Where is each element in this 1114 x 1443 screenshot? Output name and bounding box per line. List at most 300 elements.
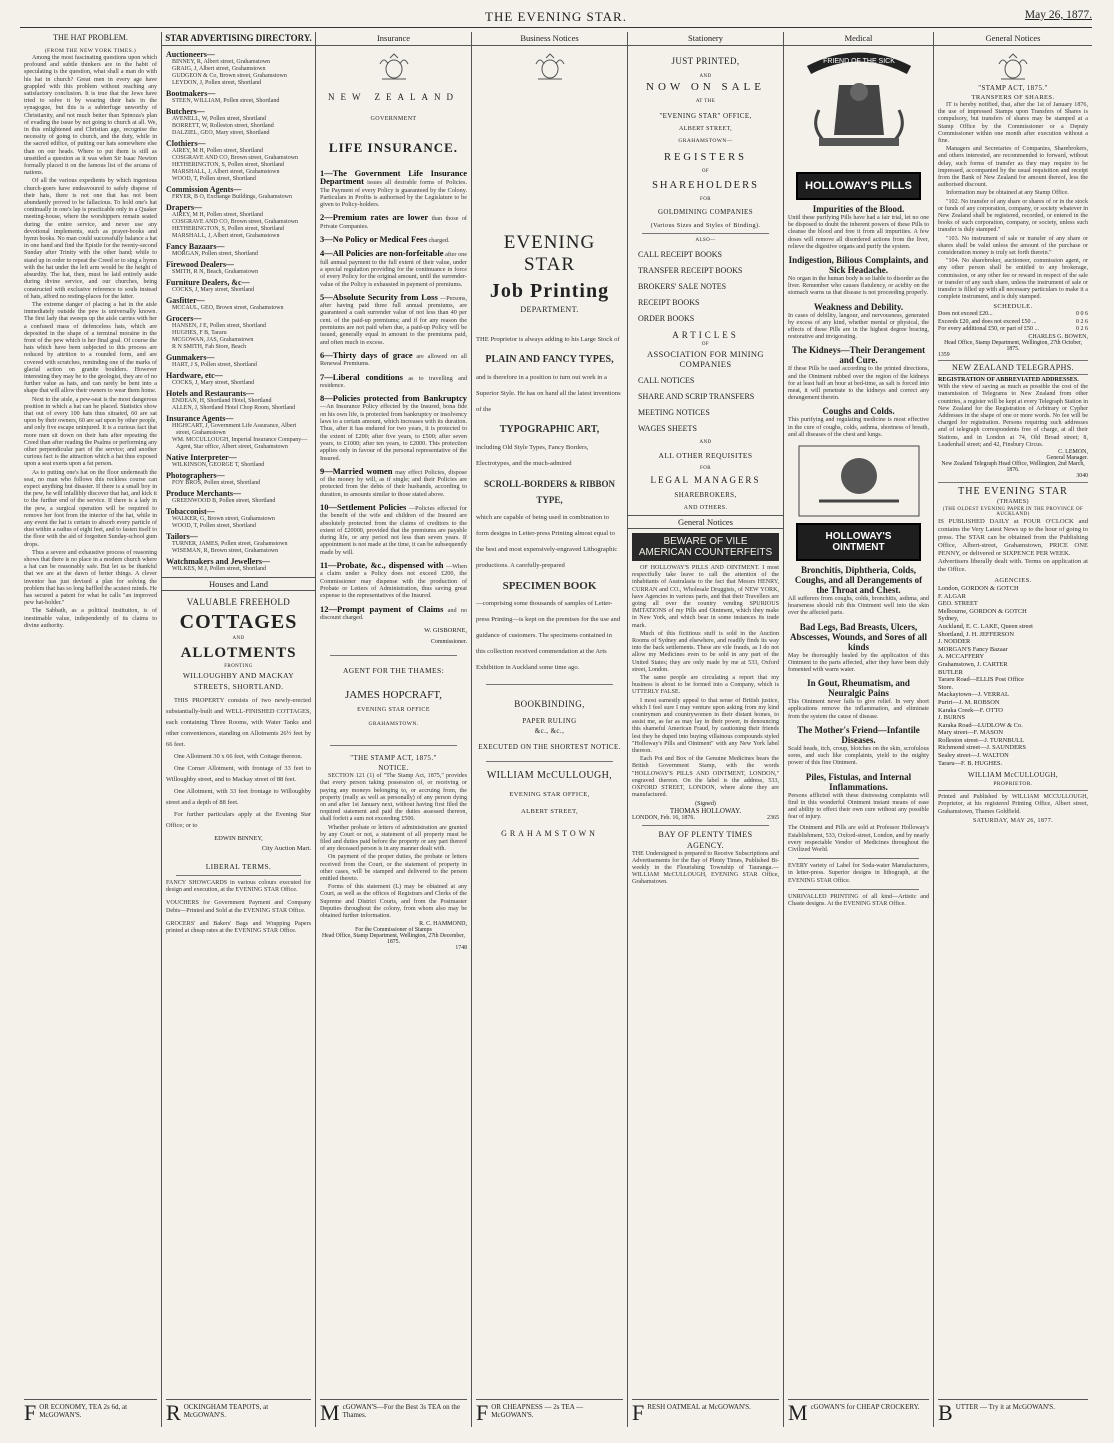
agency-entry: London, GORDON & GOTCH xyxy=(938,585,1019,593)
divider xyxy=(642,233,769,234)
page-columns xyxy=(20,32,1092,1427)
insurance-item xyxy=(320,170,467,208)
stat-line: SHAREHOLDERS xyxy=(652,180,759,191)
insurance-item-title: 11—Probate, &c., dispensed with xyxy=(320,560,444,571)
schedule-value: 0 0 6 xyxy=(1076,311,1088,318)
article-paragraph: The extreme danger of placing a hat in the aisle immediately outside the pew is universally known. The first lady that sweeps up the aisle carries with her a confused mass of defenceless hats, which are deposited in the shape of a terminal moraine in the front of the pew which is her final goal. Of course the hats which have been subjected to this process are reduced by attrition to a rounded form, and are covered with scratches, reminding one of the marks of glacial action on granite boulders. However interesting they may be to the geologist, they are of no further value as hats, and can rarely be bent into a shape that will allow their owners to wear them home. xyxy=(24,301,157,395)
house-ad-paragraph: For further particulars apply at the Evening Star Office; or to xyxy=(166,811,311,829)
directory-category: Grocers— xyxy=(166,314,202,323)
insurance-item-body: issues all desirable forms of Policies. The Payment of every Policy is guaranteed by the Colony. Particulars in Profits is authorised by the Legislature to be given to Policy-holders. xyxy=(320,179,468,209)
house-ad-paragraph: THIS PROPERTY consists of two newly-erected substantially-built and WELL-FINISHED COTTAGES, each containing Three Rooms, with Water Tanks and other conveniences, standing on Allotments 26½ feet by 66 feet. xyxy=(166,697,311,748)
insurance-item xyxy=(320,465,467,498)
beware-paragraph: The same people are circulating a report that my business is about to be formed into a Company, which is UTTERLY FALSE. xyxy=(632,675,779,696)
directory-entry: HUGHES, F B, Tararu xyxy=(172,330,227,336)
agency-entry: Mary street—F. MASON xyxy=(938,729,1003,737)
agent-line: AGENT FOR THE THAMES: xyxy=(342,666,445,676)
medical-section-body: Until these purifying Pills have had a fair trial, let no one be disposed to doubt the inherent powers of these Pills to cleanse the blood and free it from all impurities. A few doses will remove all disordered actions from the liver, relieve the digestive organs and purify the system. xyxy=(788,215,929,250)
directory-category: Hardware, etc— xyxy=(166,371,223,380)
directory-entry: WILKES, M J, Pollen street, Shortland xyxy=(172,566,266,572)
stamp-number: 1748 xyxy=(455,945,467,952)
house-ad-line: AND xyxy=(232,636,245,641)
insurance-item xyxy=(320,250,467,287)
stat-line: JUST PRINTED, xyxy=(671,56,740,66)
schedule-value: 0 2 6 xyxy=(1076,318,1088,325)
medical-section-title: Bad Legs, Bad Breasts, Ulcers, Abscesses, Wounds, and Sores of all kinds xyxy=(790,621,927,652)
beware-paragraph: I most earnestly appeal to that sense of British justice, which I feel sure I may venture upon asking from my kind countrymen and countrywomen in their distant homes, to assist me, as far as may lay in their power, in denouncing this shameful American Fraud, by cautioning their friends lest they be duped into buying villainous compounds styled "Holloway's Pills and Ointment" with any New York label thereon. xyxy=(632,697,779,755)
insurance-item-body: than those of Private Companies. xyxy=(320,215,467,230)
directory-entry: DALZIEL, GEO, Mary street, Shortland xyxy=(172,130,270,136)
bay-head: BAY OF PLENTY TIMES xyxy=(658,829,753,839)
stat-for: FOR xyxy=(700,466,711,471)
section-head: Medical xyxy=(784,32,933,46)
telegraph-number: 3040 xyxy=(1076,473,1088,480)
medical-section-body: In cases of debility, langour, and nervousness, generated by excess of any kind, whether mental or physical, the effects of these Pills are in the highest degree bracing, restorative and invigorating. xyxy=(788,312,929,341)
commissioner-role: Commissioner. xyxy=(430,639,467,646)
proprietor-name: WILLIAM McCULLOUGH, xyxy=(967,771,1059,780)
agency-entry: A. MCCAFFERY xyxy=(938,653,985,661)
divider xyxy=(798,858,919,859)
book-item: BROKERS' SALE NOTES xyxy=(638,282,727,291)
schedule-row xyxy=(938,311,1088,319)
directory-category: Firewood Dealers— xyxy=(166,260,235,269)
beware-line: AMERICAN COUNTERFEITS xyxy=(638,547,773,558)
job-p4: which are capable of being used in combination to form designs in Letter-press Printing almost equal to the best and most expensively-engraved Lithographic productions. A carefully-prepared xyxy=(476,514,618,569)
agency-entry: Puriri—J. M. ROBSON xyxy=(938,698,1000,706)
stat-line: "EVENING STAR" OFFICE, xyxy=(659,112,752,120)
beware-footer xyxy=(632,815,779,821)
job-p5: —comprising some thousands of samples of Letter-press Printing—is kept on the premises for the use and guidance of customers. The specimens contained in this collection received commendation at the Arts Exhibition in Auckland some time ago. xyxy=(476,600,621,671)
stamp-paragraph: On payment of the proper duties, the probate or letters received from the Court, or the statement of property in other cases, will be stamped and delivered to the person entitled thereto. xyxy=(320,854,467,882)
divider xyxy=(486,761,613,762)
stat-line: AT THE xyxy=(695,99,716,104)
house-ad-paragraph: One Allotment 30 x 66 feet, with Cottage thereon. xyxy=(174,753,303,760)
house-ad-allotments: ALLOTMENTS xyxy=(180,645,297,661)
royal-crest-icon xyxy=(530,52,570,82)
agency-entry: Mackaytown—J. VERRAL xyxy=(938,691,1009,699)
article-title: THE HAT PROBLEM. xyxy=(53,33,128,42)
stamp-office: Head Office, Stamp Department, Wellington, 27th December, 1875. xyxy=(322,933,465,946)
ad-text: cGOWAN'S—For the Best 3s TEA on the Thames. xyxy=(342,1403,460,1419)
proprietor-town: GRAHAMSTOWN xyxy=(501,829,598,838)
ad-text: OCKINGHAM TEAPOTS, at McGOWAN'S. xyxy=(183,1403,269,1419)
schedule-number: 1359 xyxy=(938,351,950,358)
book-item: RECEIPT BOOKS xyxy=(638,298,700,307)
directory-category: Insurance Agents— xyxy=(166,414,234,423)
agency-entry: Karaka Creek—F. OTTO xyxy=(938,706,1003,714)
house-ad-body xyxy=(166,695,311,831)
stamp-act-body xyxy=(938,102,1088,301)
directory-entry: ENDEAN, H, Shortland Hotel, Shortland xyxy=(172,398,272,404)
insurance-item-body: —Persons, after having paid three full annual premiums, are guaranteed a cash surrender value of not less than 40 per cent. of the paid-up premiums; and if for any reason the premiums are not paid when due, a paid-up Policy will be issued, generally equal in amount to the premiums paid, and often much in excess. xyxy=(320,294,467,346)
directory-category: Gasfitter— xyxy=(166,296,205,305)
notice-item: SHARE AND SCRIP TRANSFERS xyxy=(638,392,755,401)
insurance-item-title: 8—Policies protected from Bankruptcy xyxy=(320,393,467,404)
directory-entry: FRYER, B O, Exchange Buildings, Grahamstown xyxy=(172,194,292,200)
directory-entry: COSGRAVE AND CO, Brown street, Grahamstown xyxy=(172,155,299,161)
agent-town: GRAHAMSTOWN. xyxy=(368,721,419,728)
banner-text: FRIEND OF THE SICK xyxy=(822,58,895,65)
executed-notice: EXECUTED ON THE SHORTEST NOTICE. xyxy=(478,743,621,751)
directory-title: STAR ADVERTISING DIRECTORY. xyxy=(162,32,315,46)
article-paragraph: As to putting one's hat on the floor underneath the seat, no man who follows this reckless course can expect anything but disaster. If there is a small boy in the pew, he will infallibly discover that hat, and kick it to the further end of the service. If there is a lady in the pew, a surgical operation will be required to remove her foot from the interior of the hat, while in any event the hat is certain to absorb every particle of dust within a radius of eight feet, and to fasten itself to the floor with the aid of forgotten Sunday-school gum drops. xyxy=(24,469,158,548)
stamp-act-heading: "THE STAMP ACT, 1875." xyxy=(350,754,437,763)
schedule-label: Exceeds £20, and does not exceed £50 ... xyxy=(938,318,1037,325)
insurance-item-body: charged. xyxy=(428,237,450,245)
beware-number: 2365 xyxy=(767,814,779,821)
drop-cap: M xyxy=(320,1400,340,1425)
bottom-ad xyxy=(320,1399,467,1427)
medical-section-body: This purifying and regulating medicine is most effective in the cure of coughs, colds, asthma, shortness of breath, and all diseases of the chest and lungs. xyxy=(788,417,929,438)
insurance-item xyxy=(320,603,468,622)
schedule-label: For every additional £50, or part of £50 ... xyxy=(938,326,1039,333)
article-paragraph: Next to the aisle, a pew-seat is the most dangerous position in which a hat can be placed. Statistics show that out of every 100 hats thus situated, 60 are sat upon by their owners, 60 are sat upon by other people, and only five escape uninjured. It is a curious fact that more men sit down on their hats after repeating the Creed than after reading the Psalms or performing any other perpendicular part of the service; and another curious fact is the attraction which a hat thus exposed upon a seat exerts upon a fat person. xyxy=(24,396,157,468)
house-agent-role: City Auction Mart. xyxy=(261,845,311,852)
directory-entry: HART, J S, Pollen street, Shortland xyxy=(172,362,257,368)
medical-section-body: No organ in the human body is so liable to disorder as the liver. Remember who causes flatulency, or acidity on the stomach warns us that disease is not proceeding properly. xyxy=(788,276,929,297)
book-list xyxy=(632,250,779,323)
ad-text: RESH OATMEAL at McGOWAN'S. xyxy=(647,1403,751,1411)
drop-cap: M xyxy=(788,1400,808,1425)
divider xyxy=(330,655,457,656)
medical-section-title: Impurities of the Blood. xyxy=(812,204,905,214)
proprietor-name: WILLIAM McCULLOUGH, xyxy=(486,770,613,781)
agency-entry: Karaka Road—LUDLOW & Co. xyxy=(938,721,1023,729)
insurance-item-body: after one full annual payment to the full extent of their value, under a special regulation providing for the continuance in force of every Policy for the original amount, until the surrender-value of the Policy is exhausted in payment of premiums. xyxy=(320,251,467,288)
article-paragraph: Among the most fascinating questions upon which profound and subtle thinkers are in the habit of speculating is the question, what shall a man do with his hat in church? Great men in every age have grappled with this problem without reaching any satisfactory conclusion. It is true that the Jews have tried to solve it by wearing their hats in the synagogue, but this is a subterfuge unworthy of Christianity, and not much better than Spinoza's plan of evading the issue by not going to church at all. We, in this enlightened and Christian age, recognise the necessity of going to church, and the duty, while in the sacred edifice, of putting our hats somewhere else than on our heads. Where to put them is still as unsettled a question as it was when Sir Isaac Newton formally placed it on the famous list of the arcana of nations. xyxy=(24,55,157,177)
insurance-item-title: 7—Liberal conditions xyxy=(320,371,403,382)
medical-footer: The Ointment and Pills are sold at Professor Holloway's Establishment, 533, Oxford-street, London, and by nearly every respectable Vendor of Medicines throughout the Civilized World. xyxy=(788,825,929,853)
drop-cap: F xyxy=(632,1400,645,1425)
stat-also: ALSO— xyxy=(695,238,716,243)
agency-entry: Rolleston street—J. TURNBULL xyxy=(938,736,1024,744)
evening-star-body-2: Advertisers liberally dealt with. Terms on application at the Office. xyxy=(938,558,1088,574)
directory-category: Tailors— xyxy=(166,532,198,541)
directory-category: Furniture Dealers, &c— xyxy=(166,278,250,287)
directory-entry: HANSEN, J E, Pollen street, Shortland xyxy=(172,323,266,329)
insurance-item-body: —An Insurance Policy effected by the Insured, bona fide on his own life, is protected from bankruptcy or insolvency laws to a certain amount, which increases with its duration. Thus, after it has endured for two years, it is protected to the extent of £200; after five years, to £500; after seven years, to £1000; after ten years, to £2000. This protection applies only in favour of the personal representative of the Insured. xyxy=(320,403,467,462)
bottom-ad xyxy=(24,1399,157,1427)
bottom-ad xyxy=(166,1399,311,1427)
proprietor-street: ALBERT STREET, xyxy=(521,808,578,815)
medical-section-title: Piles, Fistulas, and Internal Inflammations. xyxy=(805,771,912,792)
beware-body xyxy=(632,565,779,800)
stat-of: OF xyxy=(701,342,710,347)
stamp-notice: NOTICE. xyxy=(378,764,409,773)
agency-entry: Shortland, J. H. JEFFERSON xyxy=(938,630,1014,638)
directory-entry: WOOD, T, Pollen street, Shortland xyxy=(172,176,256,182)
job-subtitle: Job Printing xyxy=(489,280,610,302)
column-directory xyxy=(162,32,316,1427)
soda-label-ad: EVERY variety of Label for Soda-water Manufacturers, in letter-press. Superior designs in lithograph, at the EVENING STAR Office. xyxy=(788,863,929,884)
ins-title: LIFE INSURANCE. xyxy=(328,140,459,155)
beware-paragraph: Much of this fictitious stuff is sold in the Auction Rooms of Sydney and elsewhere, and readily finds its way into the back settlements. These are vile frauds, as I do not allow my Medicines even to be sold in any part of the United States; they are only made by me at 533, Oxford street, London. xyxy=(632,630,779,673)
bookbinding: BOOKBINDING, xyxy=(514,699,585,709)
job-intro: THE Proprietor is always adding to his Large Stock of xyxy=(476,336,620,343)
directory-entry: MCCAUL, GEO, Brown street, Grahamstown xyxy=(172,305,284,311)
directory-category: Produce Merchants— xyxy=(166,489,242,498)
beware-date: LONDON, Feb. 16, 1876. xyxy=(632,814,695,821)
divider xyxy=(938,360,1088,361)
stamp-act-body xyxy=(320,773,467,920)
job-scroll: SCROLL-BORDERS & RIBBON TYPE, xyxy=(483,479,616,505)
insurance-item-title: 4—All Policies are non-forfeitable xyxy=(320,248,444,259)
medical-section-title: Indigestion, Bilious Complaints, and Sick Headache. xyxy=(788,255,929,276)
stamp-paragraph: Forms of this statement (L) may be obtained at any Court, as well as the offices of Registrars and Clerks of the Supreme and District Courts, and from the Postmaster Deputies throughout the colony, from whom also may be obtained further information. xyxy=(320,884,467,919)
insurance-item-body: are allowed on all Renewal Premiums. xyxy=(320,352,468,368)
directory-entry: WM. MCCULLOUGH, Imperial Insurance Company—Agent, Star office, Albert street, Grahamstown xyxy=(172,437,308,450)
column-medical xyxy=(784,32,934,1427)
stat-line: (Various Sizes and Styles of Binding). xyxy=(650,222,761,229)
article-source: (FROM THE NEW YORK TIMES.) xyxy=(44,48,137,54)
bottom-ad xyxy=(938,1399,1088,1427)
directory-entry: GRAIG, J, Albert street, Grahamstown xyxy=(172,66,266,72)
beware-paragraph: Each Pot and Box of the Genuine Medicines bears the British Government Stamp, with the words "HOLLOWAY'S PILLS AND OINTMENT, LONDON," engraved thereon. On the label is the address, 533, OXFORD STREET, LONDON, where alone they are manufactured. xyxy=(632,756,779,799)
telegraph-office: New Zealand Telegraph Head Office, Wellington, 2nd March, 1876. xyxy=(941,461,1085,474)
medical-section-body: This Ointment never fails to give relief. In very short applications remove the inflammation, and eliminate from the system the cause of disease. xyxy=(788,699,929,720)
etc: &c., &c., xyxy=(534,727,565,735)
ad-text: OR ECONOMY, TEA 2s 6d, at McGOWAN'S. xyxy=(39,1403,128,1419)
article-body xyxy=(24,55,157,630)
article-paragraph: The Sabbath, as a political institution, is of inestimable value, independently of its claims to divine authority. xyxy=(24,608,157,629)
bottom-ad xyxy=(476,1399,623,1427)
schedule-row xyxy=(938,326,1088,334)
schedule-value: 0 2 6 xyxy=(1076,326,1088,333)
medical-section-body: Scald heads, itch, croup, blotches on the skin, scrofulous sores, and such like complaints, yield to the mighty power of this fine Ointment. xyxy=(788,745,929,767)
stat-assoc: ASSOCIATION FOR MINING COMPANIES xyxy=(647,349,764,369)
section-head: Business Notices xyxy=(472,32,627,46)
stat-line: NOW ON SALE xyxy=(646,81,765,93)
directory-category: Butchers— xyxy=(166,107,205,116)
job-typo: TYPOGRAPHIC ART, xyxy=(499,424,600,435)
agent-name: JAMES HOPCRAFT, xyxy=(345,689,442,702)
stat-brokers: SHAREBROKERS, xyxy=(674,491,737,499)
directory-entry: R N SMITH, Fah Store, Beach xyxy=(172,344,247,350)
ins-line: NEW ZEALAND xyxy=(327,92,460,102)
directory-entry: FOY BROS, Pollen street, Shortland xyxy=(172,480,261,486)
directory-entry: BORRETT, W, Rolleston street, Shortland xyxy=(172,123,274,129)
divider xyxy=(938,482,1088,483)
proprietor-office: EVENING STAR OFFICE, xyxy=(509,791,590,798)
beware-line: BEWARE OF VILE xyxy=(663,536,748,547)
directory-entry: COCKS, J, Mary street, Shortland xyxy=(172,380,255,386)
directory-category: Photographers— xyxy=(166,471,225,480)
directory-entry: GUDGEON & Co, Brown street, Grahamstown xyxy=(172,73,287,79)
insurance-item-title: 5—Absolute Security from Loss xyxy=(320,291,438,302)
insurance-items xyxy=(320,170,467,621)
imprint: Printed and Published by WILLIAM MCCULLOUGH, Proprietor, at his registered Printing Office, Albert street, Grahamstown, Thames Goldfield. xyxy=(938,794,1088,815)
insurance-item-body: as to travelling and residence. xyxy=(320,374,468,389)
stat-line: GOLDMINING COMPANIES xyxy=(657,208,754,216)
telegraph-role: General Manager. xyxy=(1046,455,1088,462)
directory-entry: MCGOWAN, JAS, Grahamstown xyxy=(172,337,254,343)
agent-office: EVENING STAR OFFICE xyxy=(357,707,430,714)
beware-signed: (Signed) xyxy=(695,800,716,807)
agency-entry: Tararu—F. B. HUGHES. xyxy=(938,759,1003,767)
holloway-emblem-icon xyxy=(789,50,929,170)
insurance-item xyxy=(320,501,467,556)
newspaper-title: THE EVENING STAR. xyxy=(485,9,627,24)
small-ad: VOUCHERS for Government Payment and Company Debts—Printed and Sold at the EVENING STAR Office. xyxy=(166,900,311,914)
stamp-paragraph: Whether probate or letters of administration are granted by any Court or not, a statement of all property must be filed and duties paid before the property or any part thereof of any deceased person is in any manner dealt with. xyxy=(320,824,467,853)
medical-section-body: May be thoroughly healed by the application of this Ointment to the parts affected, after they have been duly fomented with warm water. xyxy=(788,652,929,674)
stamp-paragraph: "104. No sharebroker, auctioneer, commission agent, or any other person shall be entitled to any brokerage, commission, or any other fee or reward in respect of the sale or transfer of any such share, unless the instrument of sale or transfer is filled up with all necessary particulars to make it a complete instrument, and is duly stamped. xyxy=(938,258,1088,301)
schedule-signer: CHARLES G. BOWEN, xyxy=(1028,333,1088,340)
agency-entry: Richmond street—J. SAUNDERS xyxy=(938,744,1026,752)
insurance-item-title: 6—Thirty days of grace xyxy=(320,349,413,360)
ins-line: GOVERNMENT xyxy=(370,116,417,122)
insurance-item xyxy=(320,214,467,230)
agency-entry: Grahamstown, J. CARTER xyxy=(938,660,1008,668)
directory-entry: HIGHCART, J, Government Life Assurance, Albert street, Grahamstown xyxy=(172,423,297,436)
ointment-sections xyxy=(788,565,929,821)
notice-item: MEETING NOTICES xyxy=(638,408,710,417)
ad-text: cGOWAN'S for CHEAP CROCKERY. xyxy=(810,1403,920,1411)
directory-category: Watchmakers and Jewellers— xyxy=(166,557,270,566)
stamp-paragraph: IT is hereby notified, that, after the 1st of January 1876, the use of impressed Stamps upon Transfers of Shares is compulsory, but transfers of shares may be stamped at a Stamp Office by the Commissioner or a Deputy Commissioner within one month after execution without a fine. xyxy=(938,102,1088,145)
section-head: Stationery xyxy=(628,32,783,46)
evening-star-sub: (THAMES) xyxy=(997,499,1029,506)
divider xyxy=(938,374,1088,375)
agency-entry: J. BURNS xyxy=(938,714,965,722)
stamp-paragraph: "103. No instrument of sale or transfer of any share or shares shall be valid unless the amount of the purchase or consideration money is truly set forth therein." xyxy=(938,235,1088,257)
telegraph-heading: NEW ZEALAND TELEGRAPHS. xyxy=(951,362,1074,372)
stamp-paragraph: SECTION 121 (1) of "The Stamp Act, 1875," provides that every person taking possession of, or receiving or paying any moneys belonging to, or accruing from, the property (really as well as personally) of any person dying on and after 1st January next, without having first filed the required statement and paid the duties assessed thereon, shall forfeit a sum not exceeding £500. xyxy=(320,773,467,823)
pills-banner: HOLLOWAY'S PILLS xyxy=(796,172,921,200)
directory-category: Fancy Bazaars— xyxy=(166,242,225,251)
bay-head-2: AGENCY. xyxy=(686,840,725,850)
royal-crest-icon xyxy=(374,52,414,82)
house-ad xyxy=(166,597,311,691)
insurance-item xyxy=(320,562,467,599)
schedule-office: Head Office, Stamp Department, Wellington, 27th October, 1875. xyxy=(944,339,1082,352)
evening-star-heading: THE EVENING STAR xyxy=(958,486,1068,498)
insurance-item xyxy=(320,371,468,390)
directory-category: Gunmakers— xyxy=(166,353,215,362)
telegraph-signer: C. LEMON, xyxy=(1058,449,1088,456)
directory-entry: COCKS, J, Mary street, Shortland xyxy=(172,287,255,293)
article-paragraph: Thus a severe and exhaustive process of reasoning shows that there is no place in a modern church where a hat can be reasonably safe. But let us be thankful that we are at the dawn of better things. A clever inventor has just devised a plan for solving the problem that has so long baffled the acutest minds. He has secured a patent for what he calls "an improved pew hat-holder." xyxy=(24,549,157,607)
insurance-item-body: —Policies effected for the benefit of the wife and children of the Insured are absolutely protected from the claims of creditors to the extent of £20000, provided that the premiums are payable during life, or any period not less than seven years. If appointment is not made at the time, it can be subsequently made by will. xyxy=(320,504,467,556)
stat-line: ALBERT STREET, xyxy=(678,126,733,132)
drop-cap: B xyxy=(938,1400,953,1425)
unrivalled-ad: UNRIVALLED PRINTING of all kind—Artistic and Chaste designs. At the EVENING STAR Office. xyxy=(788,893,929,907)
agency-entry: Sydney, xyxy=(938,615,959,623)
schedule-label: Does not exceed £20... xyxy=(938,311,993,318)
column-general xyxy=(934,32,1092,1427)
directory-entry: AVENELL, W, Pollen street, Shortland xyxy=(172,116,267,122)
insurance-item xyxy=(320,349,468,368)
medical-sections xyxy=(788,204,929,439)
agency-entry: GEO. STREET xyxy=(938,600,978,608)
house-ad-paragraph: One Allotment, with 33 feet frontage to Willoughby street and a depth of 88 feet. xyxy=(166,788,311,806)
stat-line: GRAHAMSTOWN— xyxy=(678,138,733,144)
small-ad: FANCY SHOWCARDS in various colours executed for design and execution, at the EVENING STAR Office. xyxy=(166,880,311,894)
bay-body: THE Undersigned is prepared to Receive Subscriptions and Advertisements for the Bay of Plenty Times, Published Bi-weekly in the Flourishing Township of Tauranga.—WILLIAM McCULLOUGH, EVENING STAR Office, Grahamstown. xyxy=(632,850,779,886)
stamp-paragraph: "102. No transfer of any share or shares of or in the stock or funds of any corporation, company, or society whatever in New Zealand shall be registered, recorded, or entered in the books of such corporation, company, or society, unless such transfer is duly stamped." xyxy=(938,198,1088,234)
commissioner-name: W. GISBORNE, xyxy=(424,627,467,635)
directory-category: Commission Agents— xyxy=(166,185,242,194)
stat-others: AND OTHERS. xyxy=(683,505,728,511)
stamp-paragraph: Information may be obtained at any Stamp Office. xyxy=(946,190,1069,197)
section-head: Insurance xyxy=(316,32,471,46)
schedule-table xyxy=(938,311,1088,334)
house-ad-line: STREETS, SHORTLAND. xyxy=(193,682,284,691)
insurance-item-title: 2—Premium rates are lower xyxy=(320,212,429,223)
directory-entry: SMITH, R N, Beach, Grahamstown xyxy=(172,269,259,275)
insurance-item xyxy=(320,395,467,462)
insurance-item-body: and no discount charged. xyxy=(320,606,468,621)
directory-category: Clothiers— xyxy=(166,139,206,148)
bottom-ad xyxy=(788,1399,929,1427)
medical-section-title: Coughs and Colds. xyxy=(822,406,895,417)
column-business xyxy=(472,32,628,1427)
agency-entry: Store. xyxy=(938,683,954,691)
directory-entry: WOOD, T, Pollen street, Shortland xyxy=(172,523,256,529)
insurance-item-title: 3—No Policy or Medical Fees xyxy=(320,234,428,245)
stat-articles: ARTICLES xyxy=(672,330,739,340)
beware-signer: THOMAS HOLLOWAY. xyxy=(669,806,742,815)
medical-section-title: In Gout, Rheumatism, and Neuralgic Pains xyxy=(807,678,910,699)
job-department: DEPARTMENT. xyxy=(520,305,579,314)
column-stationery xyxy=(628,32,784,1427)
agency-entry: F. ALGAR xyxy=(938,592,966,600)
divider xyxy=(798,889,919,890)
job-types: PLAIN AND FANCY TYPES, xyxy=(485,354,614,365)
bottom-ad xyxy=(632,1399,779,1427)
general-notices-heading: General Notices xyxy=(628,515,783,529)
book-item: CALL RECEIPT BOOKS xyxy=(638,250,723,259)
masthead xyxy=(20,6,1092,28)
stat-legal: LEGAL MANAGERS xyxy=(650,475,761,485)
insurance-item-title: 9—Married women xyxy=(320,465,393,476)
medical-section-title: Weakness and Debility. xyxy=(813,301,904,312)
stat-line: AND xyxy=(699,74,712,79)
house-ad-line: WILLOUGHBY AND MACKAY xyxy=(182,671,295,680)
directory-entry: STEEN, WILLIAM, Pollen street, Shortland xyxy=(172,98,280,104)
stat-all: ALL OTHER REQUISITES xyxy=(658,451,753,460)
stamp-signer-role: For the Commissioner of Stamps xyxy=(355,927,432,934)
job-title: EVENING STAR xyxy=(503,232,596,275)
directory-entry: AIREY, M H, Pollen street, Shortland xyxy=(172,148,263,154)
agency-entry: J. NODDER xyxy=(938,638,971,646)
insurance-item xyxy=(320,236,467,244)
medical-section-title: Bronchitis, Diphtheria, Colds, Coughs, and all Derangements of the Throat and Chest. xyxy=(794,565,923,596)
directory-entry: MARSHALL, J, Albert street, Grahamstown xyxy=(172,169,280,175)
section-head: General Notices xyxy=(934,32,1092,46)
drop-cap: R xyxy=(166,1400,181,1425)
ointment-banner: HOLLOWAY'S OINTMENT xyxy=(796,523,921,561)
stamp-act-sub: TRANSFERS OF SHARES. xyxy=(971,94,1055,101)
job-p3: including Old Style Types, Fancy Borders, Electrotypes, and the much-admired xyxy=(476,444,589,467)
house-ad-cottages: COTTAGES xyxy=(179,611,298,633)
medical-section-title: The Mother's Friend—Infantile Diseases. xyxy=(797,724,920,745)
agency-entry: Sealey street—J. WALTON xyxy=(938,752,1009,760)
agencies-list xyxy=(938,585,1088,767)
directory-entry: ALLEN, J, Shortland Hotel Chop Room, Shortland xyxy=(172,405,296,411)
directory-entry: WALKER, G, Brown street, Grahamstown xyxy=(172,516,275,522)
ad-text: UTTER — Try it at McGOWAN'S. xyxy=(955,1403,1055,1411)
divider xyxy=(938,790,1088,791)
directory-entry: MORGAN, Pollen street, Shortland xyxy=(172,251,258,257)
ointment-emblem-icon xyxy=(789,441,929,521)
ad-text: OR CHEAPNESS — 2s TEA — McGOWAN'S. xyxy=(491,1403,584,1419)
directory-entry: GREENWOOD B, Pollen street, Shortland xyxy=(172,498,276,504)
beware-paragraph: OF HOLLOWAY'S PILLS AND OINTMENT. I most respectfully take leave to call the attention of the inhabitants of Australasia to the fact that Messrs HENRY, CURRAN and CO., Wholesale Druggists, of NEW YORK, have Agencies in various parts, and that their Travellers are going all over the country vending SPURIOUS IMITATIONS of my Pills and Ointment, which they make in New York, and which bear in some instances its trade mark. xyxy=(632,565,779,629)
stamp-paragraph: Managers and Secretaries of Companies, Sharebrokers, and others interested, are recommended to forward, without delay, such forms of transfer as they may require to be impressed, accompanied by the usual requisition and receipt from the Bank of New Zealand for amount thereof, less the authorised discount. xyxy=(938,146,1088,189)
stat-line: FOR xyxy=(700,197,711,202)
agency-entry: Melbourne, GORDON & GOTCH xyxy=(938,607,1027,615)
evening-star-body: IS PUBLISHED DAILY at FOUR O'CLOCK and contains the Very Latest News up to the hour of going to press. The STAR can be obtained from the Publishing Office, Albert-street, Grahamstown, PRICE ONE PENNY, or delivered or SIXPENCE PER WEEK. xyxy=(938,518,1088,558)
